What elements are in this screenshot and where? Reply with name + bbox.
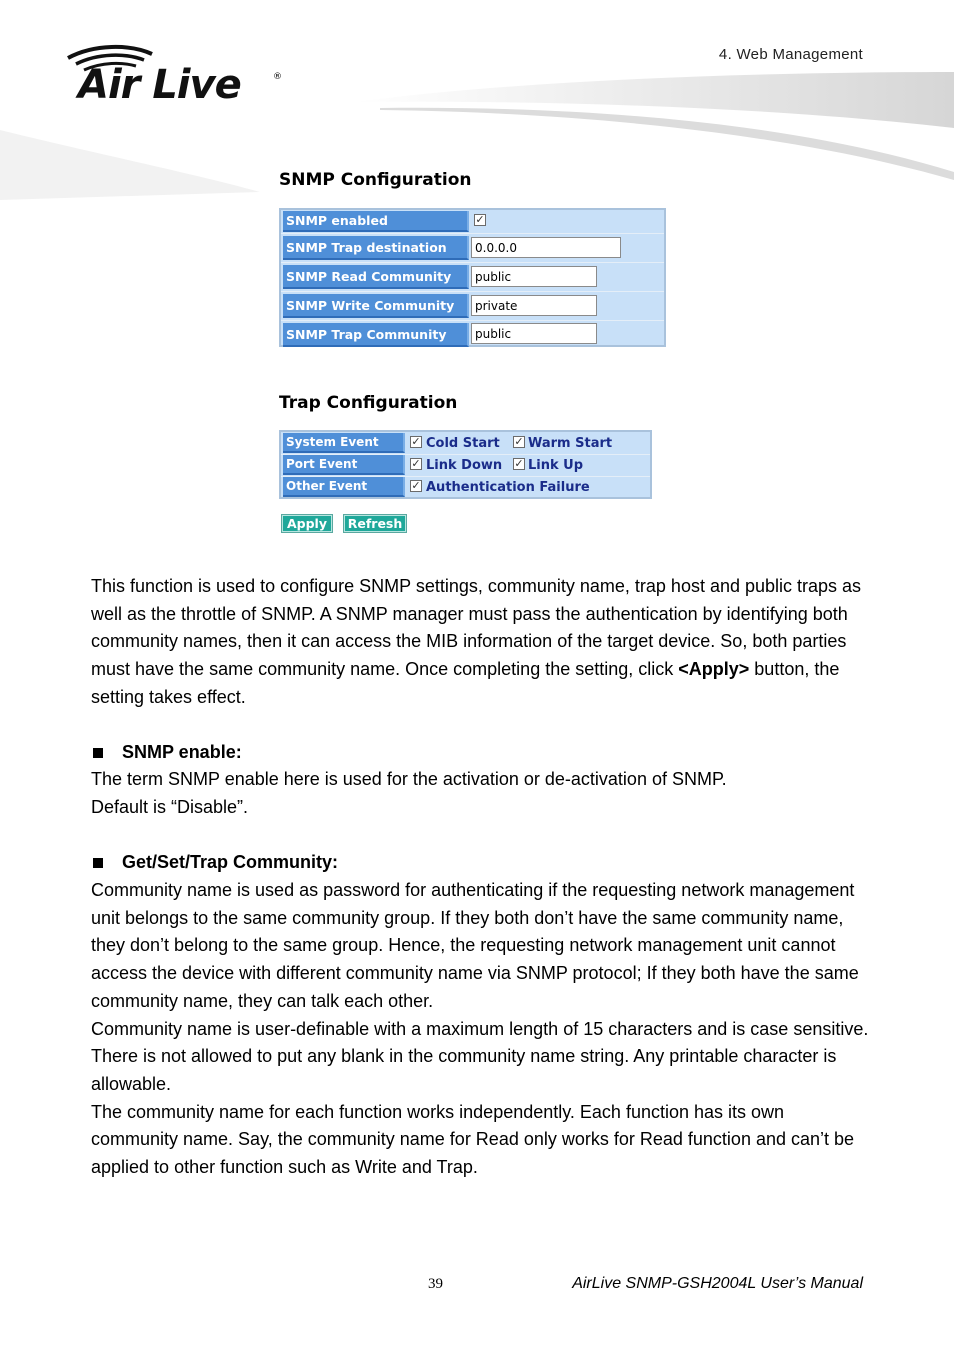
- snmp-config-table: [279, 208, 666, 347]
- community-heading: [91, 852, 338, 873]
- community-paragraph: [91, 877, 871, 1182]
- auth-failure-checkbox[interactable]: ✓: [411, 479, 421, 492]
- page-number: 39: [428, 1276, 443, 1292]
- row-trap-destination: [281, 233, 664, 263]
- link-up-label: Link Up: [528, 458, 584, 473]
- link-up-checkbox[interactable]: ✓: [514, 457, 524, 470]
- system-event-label: System Event: [283, 433, 405, 453]
- write-community-input[interactable]: private: [471, 295, 597, 316]
- logo-registered-mark: ®: [273, 72, 282, 82]
- row-read-community: [281, 262, 664, 292]
- snmp-enable-paragraph: [91, 766, 871, 821]
- community-heading-text: Get/Set/Trap Community:: [122, 852, 339, 872]
- trap-config-table: [279, 430, 652, 499]
- chapter-heading: 4. Web Management: [718, 46, 863, 63]
- trap-config-title: Trap Configuration: [279, 393, 458, 413]
- link-down-checkbox[interactable]: ✓: [411, 457, 421, 470]
- intro-paragraph: [91, 573, 871, 712]
- apply-ref: <Apply>: [678, 659, 750, 680]
- bullet-square-icon: [93, 858, 103, 868]
- row-other-event: [281, 476, 650, 498]
- intro-text-1: This function is used to configure SNMP settings, community name, trap host and public traps as well as the throttle of SNMP. A SNMP manager must pass the authentication by identifying both community names, then it can access the MIB information of the target device. So, both parties must have the same community name. Once completing the setting, click: [91, 576, 862, 680]
- intro-text-2: button, the setting takes effect.: [91, 659, 840, 707]
- snmp-enable-text-1: The term SNMP enable here is used for the activation or de-activation of SNMP.: [91, 769, 727, 789]
- manual-title: AirLive SNMP-GSH2004L User’s Manual: [572, 1275, 863, 1292]
- airlive-logo: Air Live: [78, 62, 241, 108]
- trap-community-label: SNMP Trap Community: [283, 323, 469, 347]
- trap-community-input[interactable]: public: [471, 323, 597, 344]
- auth-failure-label: Authentication Failure: [426, 480, 590, 495]
- snmp-enable-heading: [91, 742, 242, 763]
- snmp-config-title: SNMP Configuration: [279, 170, 472, 190]
- snmp-enable-text-2: Default is “Disable”.: [91, 796, 249, 817]
- warm-start-checkbox[interactable]: ✓: [514, 435, 524, 448]
- snmp-enabled-checkbox[interactable]: ✓: [475, 213, 485, 226]
- row-trap-community: [281, 320, 664, 347]
- other-event-label: Other Event: [283, 477, 405, 497]
- community-text-3: The community name for each function works independently. Each function has its own community name. Say, the community name for Read only works for Read function and can’t be applied to other function such as Write and Trap.: [91, 1101, 855, 1178]
- community-text-1: Community name is used as password for authenticating if the requesting network management unit belongs to the same community group. If they both don’t have the same community name, they don’t belong to the same group. Hence, the requesting network management unit cannot access the device with different community name via SNMP protocol; If they both have the same community name, they can talk each other.: [91, 880, 859, 1011]
- read-community-input[interactable]: public: [471, 266, 597, 287]
- trap-destination-label: SNMP Trap destination: [283, 236, 469, 260]
- trap-destination-input[interactable]: 0.0.0.0: [471, 237, 621, 258]
- snmp-enabled-label: SNMP enabled: [283, 211, 469, 232]
- row-port-event: [281, 454, 650, 477]
- port-event-label: Port Event: [283, 455, 405, 475]
- row-write-community: [281, 291, 664, 321]
- bullet-square-icon: [93, 748, 103, 758]
- refresh-button[interactable]: Refresh: [344, 515, 406, 532]
- link-down-label: Link Down: [426, 458, 503, 473]
- read-community-label: SNMP Read Community: [283, 265, 469, 289]
- row-system-event: [281, 432, 650, 455]
- write-community-label: SNMP Write Community: [283, 294, 469, 318]
- apply-button[interactable]: Apply: [282, 515, 332, 532]
- snmp-enable-heading-text: SNMP enable:: [122, 742, 242, 762]
- cold-start-checkbox[interactable]: ✓: [411, 435, 421, 448]
- community-text-2: Community name is user-definable with a maximum length of 15 characters and is case sensitive. There is not allowed to put any blank in the community name string. Any printable character is allowable.: [91, 1018, 869, 1094]
- cold-start-label: Cold Start: [426, 436, 500, 451]
- row-snmp-enabled: [281, 210, 664, 234]
- warm-start-label: Warm Start: [528, 436, 613, 451]
